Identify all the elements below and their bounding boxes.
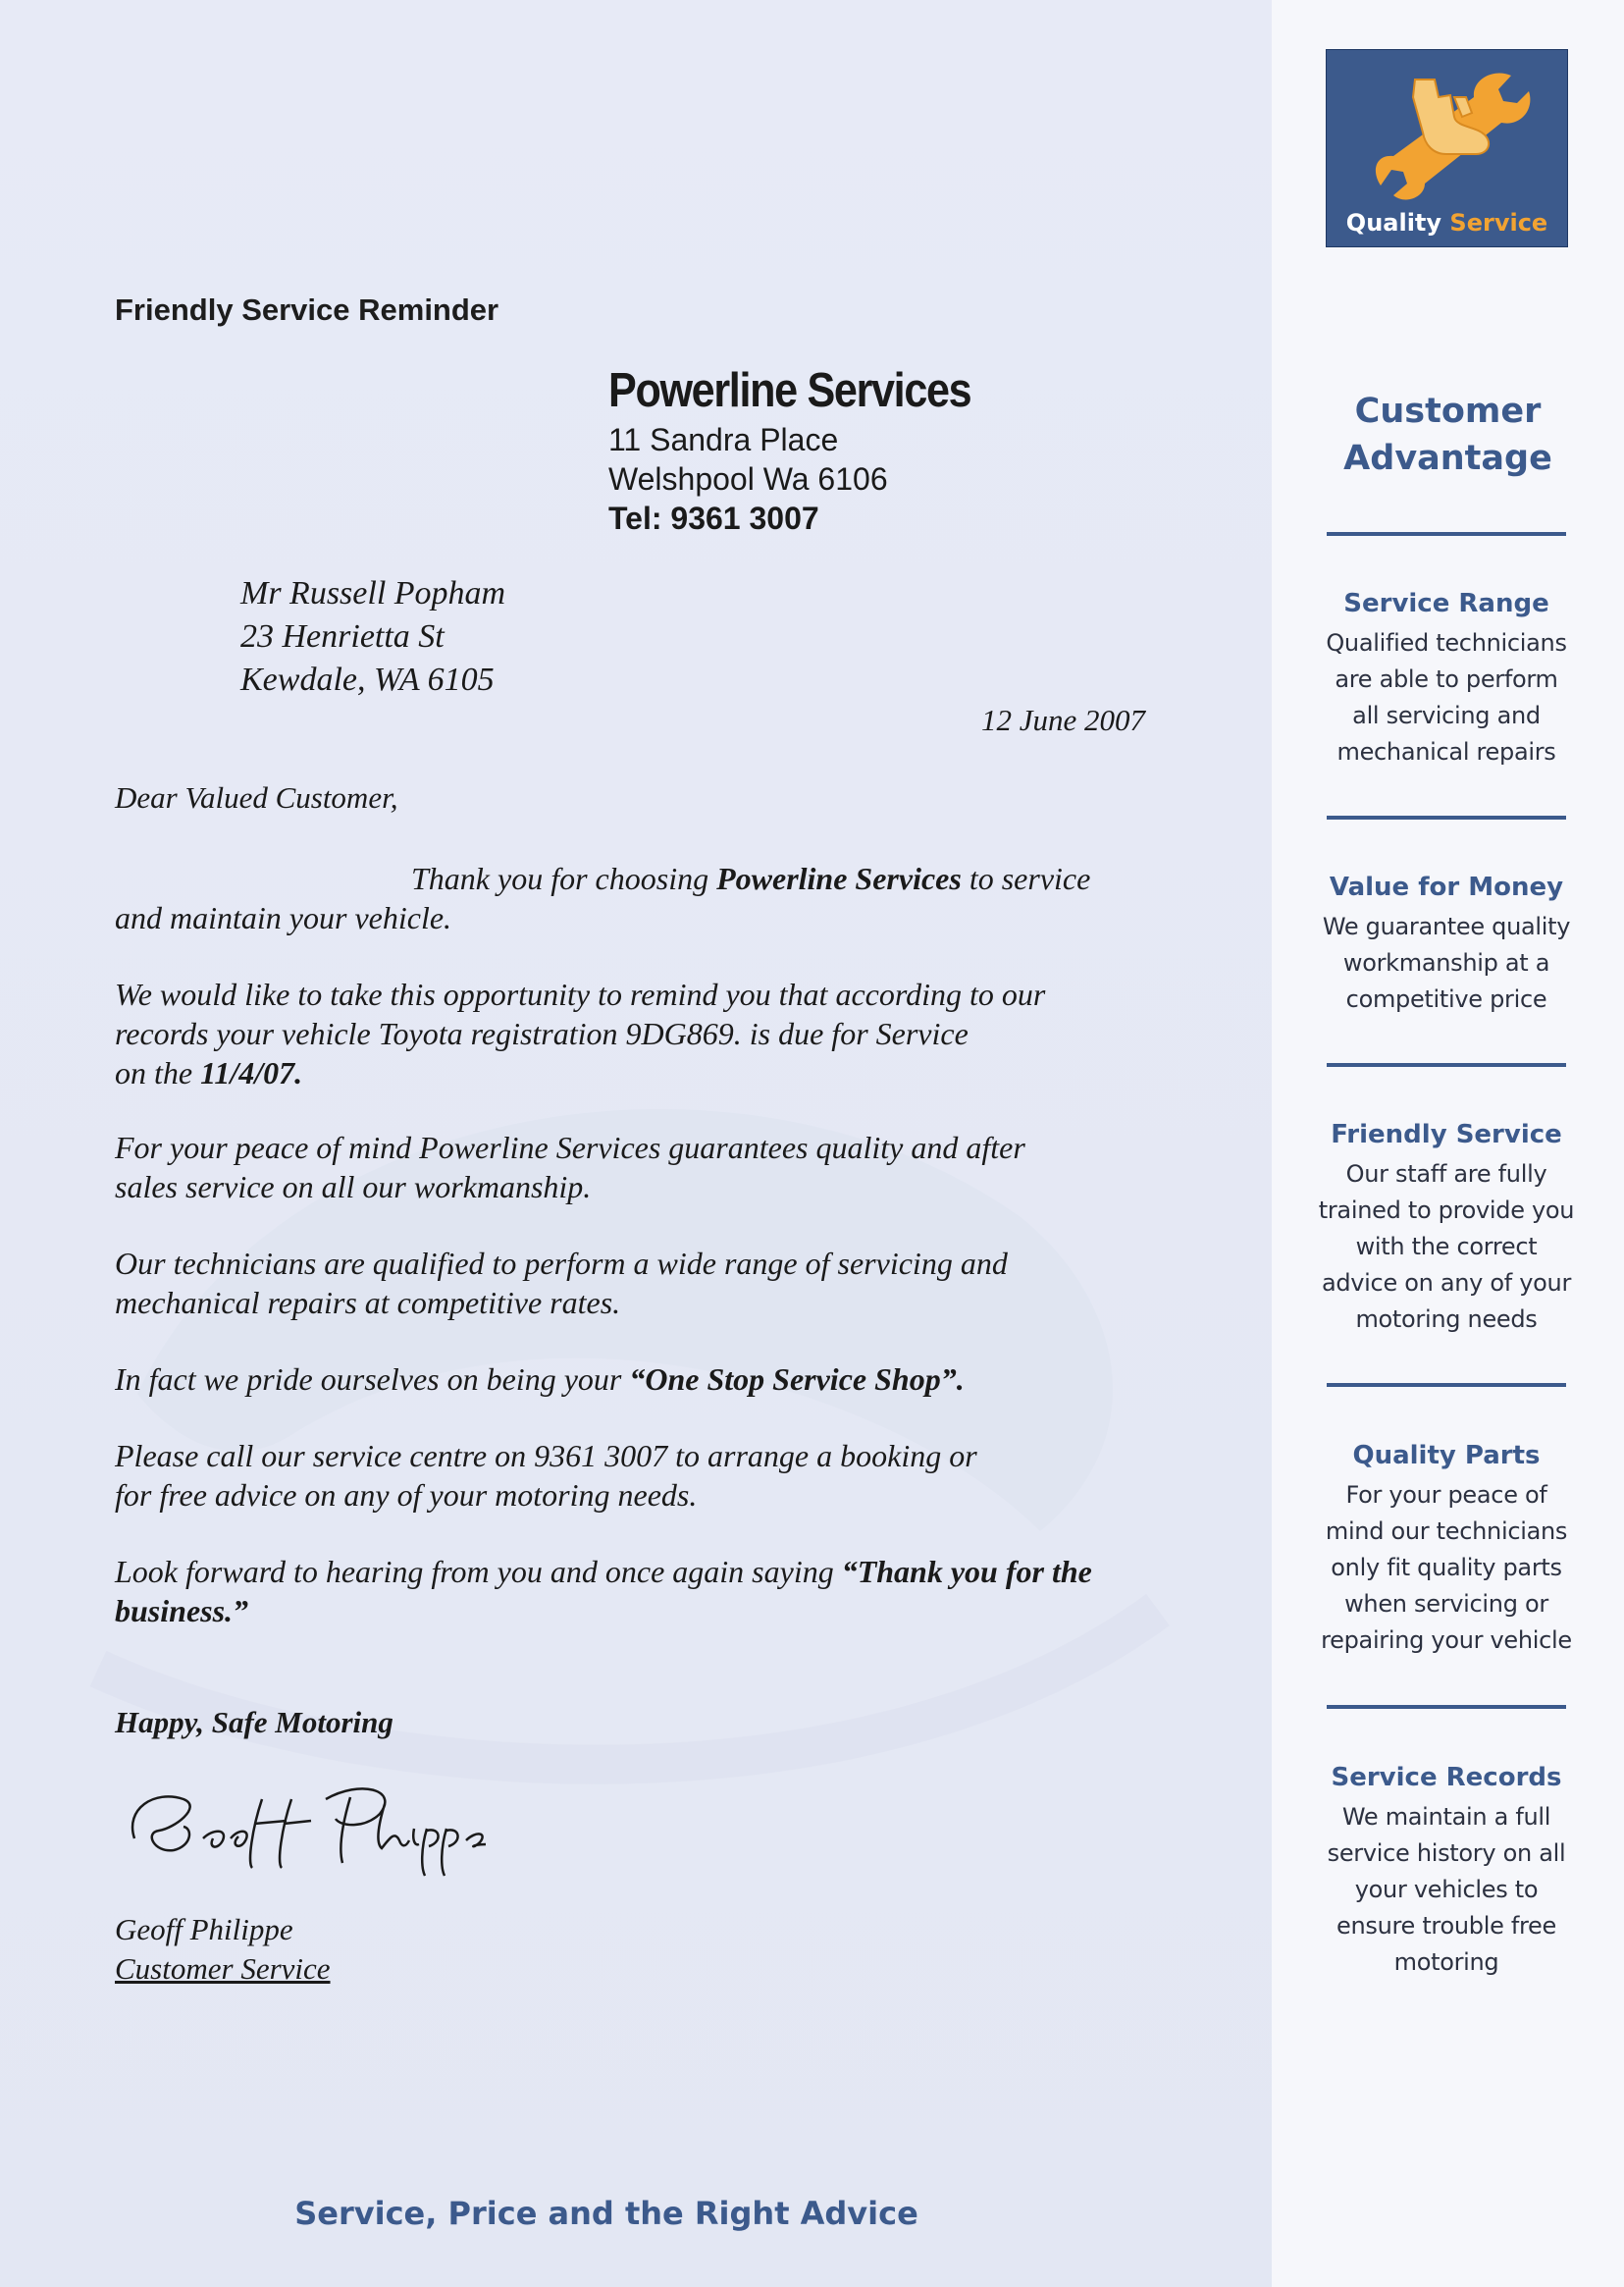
handshake-wrench-icon (1356, 68, 1538, 205)
sidebar-divider (1327, 1705, 1566, 1709)
paragraph-6: Please call our service centre on 9361 3007 to arrange a booking or for free advice on any of your motoring needs. (115, 1438, 977, 1513)
company-address-line2: Welshpool Wa 6106 (608, 461, 888, 497)
paragraph-5: In fact we pride ourselves on being your “One Stop Service Shop”. (115, 1361, 965, 1397)
feature-friendly-service: Friendly Service Our staff are fully trained to provide you with the correct advice on any of your motoring needs (1318, 1120, 1575, 1333)
quality-service-badge (1326, 49, 1568, 247)
feature-service-range: Service Range Qualified technicians are able to perform all servicing and mechanical repairs (1326, 589, 1567, 766)
company-phone: Tel: 9361 3007 (608, 501, 819, 536)
sidebar-divider (1327, 1063, 1566, 1067)
badge-label: Quality Service (1345, 209, 1548, 237)
recipient-address (240, 572, 505, 702)
closing-line: Happy, Safe Motoring (115, 1705, 393, 1739)
paragraph-3: For your peace of mind Powerline Services guarantees quality and after sales service on all our workmanship. (115, 1130, 1025, 1204)
paragraph-2: We would like to take this opportunity to remind you that according to our records your vehicle Toyota registration 9DG869. is due for Service on the 11/4/07. (115, 977, 1046, 1090)
letter-date: 12 June 2007 (981, 703, 1146, 737)
feature-quality-parts: Quality Parts For your peace of mind our technicians only fit quality parts when servicing or repairing your vehicle (1321, 1441, 1572, 1654)
one-stop-shop-phrase: “One Stop Service Shop”. (629, 1361, 965, 1397)
customer-advantage-sidebar (1272, 0, 1624, 2287)
recipient-name: Mr Russell Popham (240, 575, 506, 612)
recipient-street: 23 Henrietta St (240, 618, 445, 655)
feature-value-for-money: Value for Money We guarantee quality workmanship at a competitive price (1322, 873, 1571, 1013)
greeting: Dear Valued Customer, (115, 780, 398, 815)
paragraph-7: Look forward to hearing from you and once again saying “Thank you for the business.” (115, 1554, 1092, 1628)
feature-service-records: Service Records We maintain a full service history on all your vehicles to ensure trouble free motoring (1327, 1763, 1566, 1976)
company-name: Powerline Services (608, 364, 971, 417)
sidebar-divider (1327, 532, 1566, 536)
sidebar-divider (1327, 816, 1566, 820)
company-name-inline: Powerline Services (716, 861, 962, 896)
customer-advantage-heading: Customer Advantage (1343, 392, 1552, 478)
paragraph-4: Our technicians are qualified to perform a wide range of servicing and mechanical repairs at competitive rates. (115, 1246, 1008, 1320)
company-address-line1: 11 Sandra Place (608, 422, 839, 457)
recipient-city: Kewdale, WA 6105 (240, 662, 495, 698)
signer-role: Customer Service (115, 1951, 331, 1986)
handwritten-signature (115, 1770, 527, 1878)
signer-name: Geoff Philippe (115, 1912, 293, 1946)
paragraph-1: Thank you for choosing Powerline Services to service and maintain your vehicle. (115, 861, 1091, 935)
sidebar-divider (1327, 1383, 1566, 1387)
reminder-title: Friendly Service Reminder (115, 293, 499, 327)
footer-tagline: Service, Price and the Right Advice (294, 2195, 918, 2232)
service-due-date: 11/4/07. (200, 1055, 303, 1090)
